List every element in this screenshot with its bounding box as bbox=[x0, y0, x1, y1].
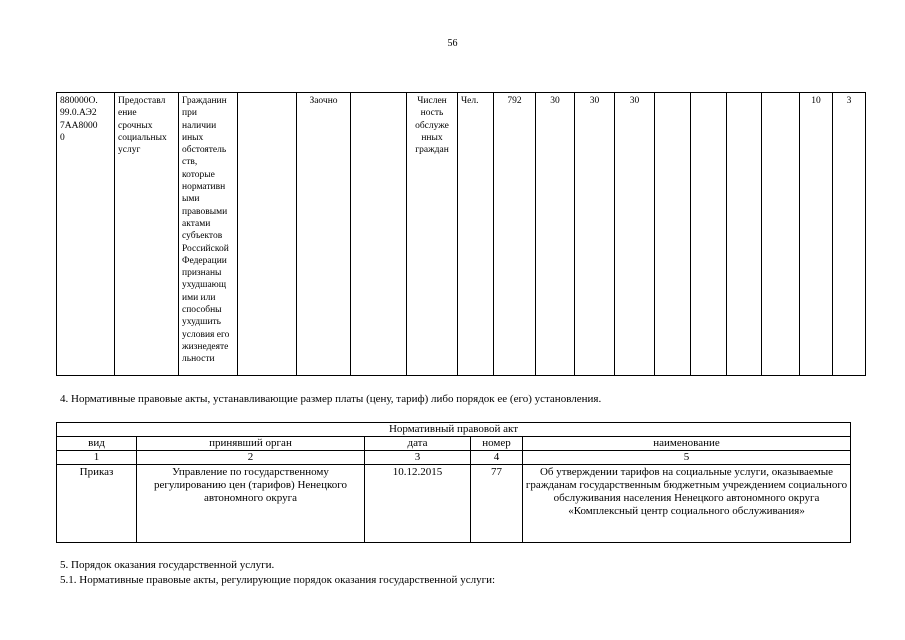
empty-cell bbox=[727, 93, 762, 376]
empty-cell bbox=[691, 93, 727, 376]
indicator-name-cell: Числен ность обслуже нных граждан bbox=[407, 93, 458, 376]
service-form-cell: Заочно bbox=[297, 93, 351, 376]
empty-cell bbox=[655, 93, 691, 376]
column-header: номер bbox=[471, 437, 523, 451]
act-title-cell: Об утверждении тарифов на социальные услуги, оказываемые гражданам государственным бюджетным учреждением социального обслуживания населения Ненецкого автономного округа «Комплексный центр социального обслуживания» bbox=[523, 465, 851, 543]
value-cell: 30 bbox=[575, 93, 615, 376]
deviation-percent-cell: 10 bbox=[800, 93, 833, 376]
okei-code-cell: 792 bbox=[494, 93, 536, 376]
deviation-absolute-cell: 3 bbox=[833, 93, 866, 376]
empty-cell bbox=[762, 93, 800, 376]
legal-act-table bbox=[56, 422, 851, 543]
column-header: принявший орган bbox=[137, 437, 365, 451]
column-number: 1 bbox=[57, 451, 137, 465]
column-number: 5 bbox=[523, 451, 851, 465]
column-number: 2 bbox=[137, 451, 365, 465]
act-number-cell: 77 bbox=[471, 465, 523, 543]
value-cell: 30 bbox=[615, 93, 655, 376]
empty-cell bbox=[351, 93, 407, 376]
table-row bbox=[57, 93, 866, 376]
act-date-cell: 10.12.2015 bbox=[365, 465, 471, 543]
service-volume-table bbox=[56, 92, 866, 376]
empty-cell bbox=[238, 93, 297, 376]
column-header: наименование bbox=[523, 437, 851, 451]
table-header-row bbox=[57, 437, 851, 451]
column-number: 4 bbox=[471, 451, 523, 465]
page-number: 56 bbox=[447, 38, 458, 49]
table-row bbox=[57, 423, 851, 437]
value-cell: 30 bbox=[536, 93, 575, 376]
column-number: 3 bbox=[365, 451, 471, 465]
recipient-category-cell: Гражданин при наличии иных обстоятель ств, которые нормативн ыми правовыми актами субъектов Российской Федерации признаны ухудшающ ими или способны ухудшить условия его жизнедеяте льности bbox=[179, 93, 238, 376]
section-4-title: 4. Нормативные правовые акты, устанавливающие размер платы (цену, тариф) либо порядок ее (его) установления. bbox=[60, 393, 602, 405]
unit-cell: Чел. bbox=[458, 93, 494, 376]
table-number-row bbox=[57, 451, 851, 465]
act-type-cell: Приказ bbox=[57, 465, 137, 543]
column-header: дата bbox=[365, 437, 471, 451]
act-authority-cell: Управление по государственному регулированию цен (тарифов) Ненецкого автономного округа bbox=[137, 465, 365, 543]
registry-number-cell: 880000О. 99.0.АЭ2 7АА8000 0 bbox=[57, 93, 115, 376]
section-5-1-title: 5.1. Нормативные правовые акты, регулирующие порядок оказания государственной услуги: bbox=[60, 574, 496, 586]
table-caption: Нормативный правовой акт bbox=[57, 423, 851, 437]
table-row bbox=[57, 465, 851, 543]
section-5-title: 5. Порядок оказания государственной услуги. bbox=[60, 559, 275, 571]
column-header: вид bbox=[57, 437, 137, 451]
service-name-cell: Предоставл ение срочных социальных услуг bbox=[115, 93, 179, 376]
